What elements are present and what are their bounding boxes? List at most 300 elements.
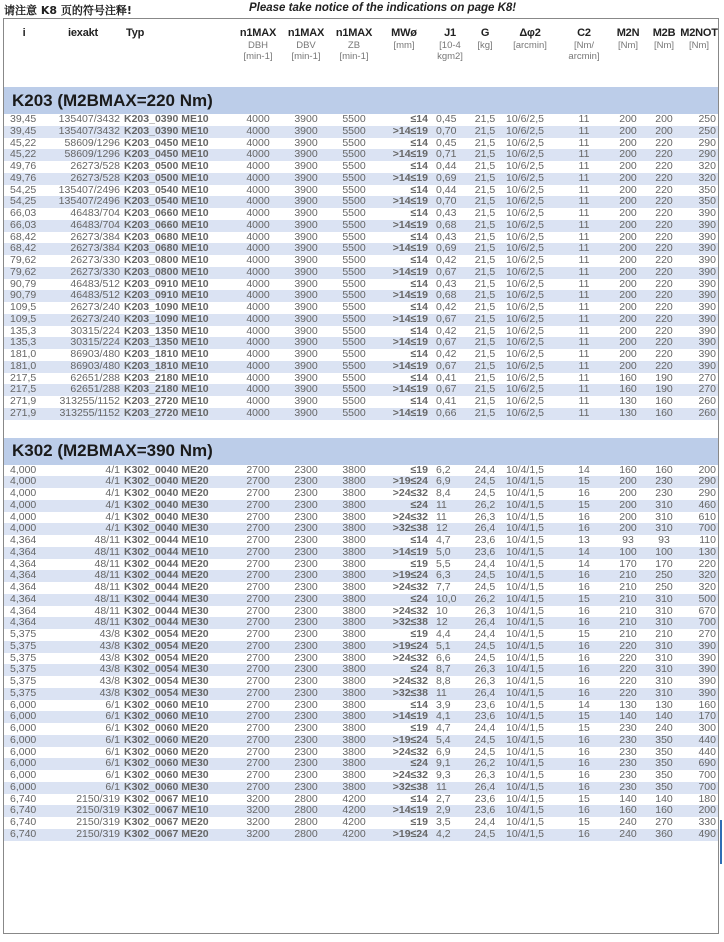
- cell-dphi2: 10/6/2,5: [506, 114, 544, 125]
- cell-m2b: 220: [655, 231, 673, 243]
- cell-mw: >24≤32: [392, 488, 428, 499]
- cell-typ: K302_0060 ME10: [124, 699, 209, 711]
- cell-typ: K302_0060 ME20: [124, 746, 209, 758]
- cell-n1max-dbh: 4000: [234, 384, 282, 396]
- cell-m2not: 170: [680, 711, 718, 723]
- cell-n1max-zb: 3800: [330, 570, 378, 582]
- cell-n1max-dbh: 4000: [234, 196, 282, 208]
- cell-n1max-zb: 5500: [342, 231, 366, 243]
- cell-i: 45,22: [4, 149, 44, 161]
- cell-i: 4,364: [4, 617, 44, 629]
- cell-j1: 0,43: [436, 278, 457, 290]
- cell-i: 45,22: [10, 137, 37, 149]
- cell-mw: ≤14: [410, 793, 428, 805]
- cell-mw: ≤24: [378, 664, 430, 676]
- cell-typ: K302_0040 ME20: [124, 488, 209, 499]
- cell-g: 26,4: [470, 523, 500, 535]
- cell-m2n: 200: [619, 184, 637, 196]
- table-row: [4, 559, 718, 571]
- table-row: [4, 617, 718, 629]
- cell-m2not: 200: [680, 805, 718, 817]
- cell-n1max-dbh: 2700: [234, 711, 282, 723]
- cell-n1max-dbv: 3900: [294, 349, 318, 360]
- cell-mw: >14≤19: [378, 384, 430, 396]
- cell-typ: K302_0060 ME30: [122, 758, 234, 770]
- cell-c2: 11: [560, 267, 608, 279]
- cell-iexakt: 6/1: [44, 735, 122, 747]
- cell-iexakt: 4/1: [44, 500, 122, 512]
- cell-g: 21,5: [474, 161, 496, 172]
- cell-m2not: 300: [698, 723, 716, 734]
- cell-n1max-dbv: 3900: [294, 302, 318, 313]
- cell-dphi2: 10/6/2,5: [506, 349, 544, 360]
- table-row: [4, 396, 718, 408]
- cell-i: 79,62: [4, 267, 44, 279]
- cell-j1: 11: [436, 511, 447, 523]
- cell-dphi2: 10/4/1,5: [506, 652, 544, 664]
- cell-dphi2: 10/6/2,5: [500, 196, 560, 208]
- cell-n1max-dbv: 2800: [294, 817, 318, 828]
- cell-mw: >14≤19: [378, 547, 430, 559]
- cell-iexakt: 43/8: [44, 641, 122, 653]
- cell-g: 21,5: [474, 231, 496, 243]
- cell-typ: K302_0060 ME20: [124, 723, 209, 734]
- cell-j1: 11: [430, 688, 470, 700]
- cell-j1: 6,9: [436, 746, 451, 758]
- header-title: i: [22, 27, 26, 39]
- cell-i: 4,364: [4, 570, 44, 582]
- header-title: Typ: [126, 27, 145, 39]
- cell-j1: 9,1: [430, 758, 470, 770]
- cell-c2: 16: [560, 688, 608, 700]
- cell-m2n: 160: [608, 805, 648, 817]
- cell-typ: K203_2180 ME10: [122, 384, 234, 396]
- cell-n1max-dbv: 2300: [294, 535, 318, 546]
- cell-i: 39,45: [10, 114, 37, 125]
- cell-m2not: 390: [680, 243, 718, 255]
- cell-m2n: 130: [608, 408, 648, 420]
- cell-dphi2: 10/6/2,5: [506, 184, 544, 196]
- table-row: [4, 255, 718, 267]
- cell-m2b: 350: [648, 735, 680, 747]
- cell-g: 24,5: [474, 652, 496, 664]
- cell-g: 21,5: [470, 196, 500, 208]
- cell-iexakt: 43/8: [99, 629, 120, 640]
- cell-m2not: 390: [680, 361, 718, 373]
- cell-n1max-zb: 3800: [330, 711, 378, 723]
- cell-m2not: 390: [698, 255, 716, 266]
- cell-m2n: 200: [608, 476, 648, 488]
- cell-typ: K203_1810 ME10: [122, 361, 234, 373]
- cell-n1max-zb: 4200: [330, 829, 378, 841]
- cell-g: 21,5: [474, 184, 496, 196]
- cell-typ: K302_0044 ME30: [122, 594, 234, 606]
- cell-n1max-dbv: 3900: [294, 231, 318, 243]
- table-row: [4, 220, 718, 232]
- header-title: Δφ2: [519, 27, 541, 39]
- cell-g: 24,4: [474, 558, 496, 570]
- cell-n1max-dbv: 2300: [294, 582, 318, 593]
- cell-m2b: 360: [648, 829, 680, 841]
- cell-dphi2: 10/4/1,5: [506, 770, 544, 781]
- cell-typ: K302_0054 ME30: [122, 664, 234, 676]
- spacer-cell: [4, 841, 718, 859]
- cell-j1: 3,5: [436, 817, 451, 828]
- column-header-row: [4, 19, 718, 87]
- cell-m2b: 220: [648, 149, 680, 161]
- cell-typ: K302_0040 ME20: [124, 464, 209, 476]
- cell-iexakt: 4/1: [44, 476, 122, 488]
- cell-mw: >19≤24: [378, 735, 430, 747]
- cell-g: 21,5: [474, 255, 496, 266]
- cell-n1max-dbv: 3900: [282, 408, 330, 420]
- cell-n1max-dbv: 3900: [294, 278, 318, 290]
- cell-m2n: 240: [608, 829, 648, 841]
- cell-iexakt: 46483/704: [70, 208, 120, 219]
- cell-c2: 16: [560, 570, 608, 582]
- cell-m2not: 390: [698, 231, 716, 243]
- cell-n1max-dbv: 3900: [294, 114, 318, 125]
- cell-m2not: 390: [680, 220, 718, 232]
- cell-n1max-dbv: 2300: [294, 770, 318, 781]
- cell-m2b: 160: [655, 464, 673, 476]
- cell-typ: K302_0067 ME20: [124, 817, 209, 828]
- header-title: C2: [577, 27, 591, 39]
- cell-i: 66,03: [10, 208, 37, 219]
- cell-m2b: 160: [648, 805, 680, 817]
- cell-c2: 14: [578, 464, 590, 476]
- header-unit: [10-4 kgm2]: [437, 40, 463, 62]
- cell-m2b: 140: [655, 793, 673, 805]
- cell-n1max-dbv: 3900: [282, 337, 330, 349]
- cell-n1max-dbh: 4000: [234, 173, 282, 185]
- cell-m2not: 390: [680, 314, 718, 326]
- cell-m2n: 200: [619, 349, 637, 360]
- cell-dphi2: 10/4/1,5: [500, 476, 560, 488]
- cell-c2: 11: [578, 231, 590, 243]
- cell-n1max-dbh: 2700: [246, 629, 270, 640]
- cell-dphi2: 10/4/1,5: [500, 758, 560, 770]
- cell-g: 21,5: [470, 314, 500, 326]
- cell-typ: K302_0054 ME20: [124, 629, 209, 640]
- cell-n1max-dbv: 3900: [282, 196, 330, 208]
- cell-g: 26,4: [470, 688, 500, 700]
- cell-m2n: 220: [619, 676, 637, 687]
- cell-n1max-dbh: 4000: [234, 314, 282, 326]
- cell-m2b: 220: [648, 243, 680, 255]
- cell-n1max-dbh: 4000: [234, 408, 282, 420]
- cell-iexakt: 6/1: [44, 782, 122, 794]
- cell-j1: 0,67: [430, 267, 470, 279]
- cell-n1max-zb: 5500: [330, 290, 378, 302]
- cell-n1max-zb: 3800: [330, 782, 378, 794]
- table-row: [4, 829, 718, 841]
- cell-i: 4,000: [10, 464, 37, 476]
- cell-n1max-dbv: 2300: [282, 735, 330, 747]
- cell-g: 26,3: [474, 511, 496, 523]
- cell-dphi2: 10/4/1,5: [500, 688, 560, 700]
- cell-n1max-zb: 5500: [342, 161, 366, 172]
- cell-m2n: 240: [619, 817, 637, 828]
- cell-g: 21,5: [470, 126, 500, 138]
- cell-mw: >32≤38: [378, 688, 430, 700]
- cell-m2not: 270: [698, 629, 716, 640]
- header-unit: [Nm/ arcmin]: [568, 40, 600, 62]
- cell-iexakt: 26273/240: [44, 314, 122, 326]
- table-row: [4, 629, 718, 641]
- cell-c2: 16: [578, 582, 590, 593]
- cell-n1max-zb: 3800: [342, 605, 366, 617]
- cell-c2: 16: [560, 805, 608, 817]
- cell-i: 6,740: [10, 793, 37, 805]
- cell-n1max-dbh: 4000: [234, 290, 282, 302]
- cell-m2b: 310: [648, 688, 680, 700]
- cell-c2: 11: [560, 220, 608, 232]
- cell-mw: >14≤19: [378, 408, 430, 420]
- cell-m2b: 310: [655, 676, 673, 687]
- cell-mw: >14≤19: [378, 149, 430, 161]
- cell-n1max-dbh: 2700: [234, 688, 282, 700]
- cell-n1max-dbv: 2300: [282, 758, 330, 770]
- cell-g: 26,4: [470, 782, 500, 794]
- cell-c2: 13: [578, 535, 590, 546]
- cell-m2b: 350: [648, 758, 680, 770]
- cell-typ: K203_2720 ME10: [124, 396, 209, 407]
- cell-i: 6,000: [4, 782, 44, 794]
- table-row: [4, 747, 718, 759]
- cell-m2not: 290: [698, 488, 716, 499]
- cell-n1max-dbh: 2700: [234, 547, 282, 559]
- cell-j1: 8,8: [436, 676, 451, 687]
- cell-mw: ≤19: [410, 464, 428, 476]
- cell-m2not: 390: [680, 337, 718, 349]
- cell-m2not: 290: [680, 476, 718, 488]
- cell-n1max-dbv: 3900: [294, 372, 318, 384]
- cell-typ: K302_0067 ME10: [124, 793, 209, 805]
- column-header-n1max-dbh: [234, 19, 282, 87]
- cell-mw: ≤14: [410, 372, 428, 384]
- cell-mw: ≤19: [410, 629, 428, 640]
- cell-n1max-zb: 3800: [342, 582, 366, 593]
- cell-m2n: 160: [619, 464, 637, 476]
- cell-typ: K302_0067 ME10: [122, 805, 234, 817]
- cell-m2b: 220: [655, 325, 673, 337]
- cell-iexakt: 46483/512: [44, 290, 122, 302]
- cell-dphi2: 10/4/1,5: [506, 488, 544, 499]
- cell-m2b: 190: [655, 372, 673, 384]
- cell-typ: K203_0910 ME10: [124, 278, 209, 290]
- cell-n1max-zb: 5500: [330, 361, 378, 373]
- cell-n1max-dbv: 2800: [282, 805, 330, 817]
- header-title: M2B: [652, 27, 676, 39]
- cell-m2b: 220: [648, 361, 680, 373]
- table-row: [4, 476, 718, 488]
- cell-n1max-zb: 3800: [342, 535, 366, 546]
- spacer-cell: [4, 420, 718, 438]
- cell-mw: >14≤19: [378, 196, 430, 208]
- cell-m2b: 220: [648, 220, 680, 232]
- cell-iexakt: 26273/528: [70, 161, 120, 172]
- cell-n1max-dbv: 2300: [282, 641, 330, 653]
- cell-n1max-dbv: 3900: [282, 314, 330, 326]
- cell-dphi2: 10/4/1,5: [506, 511, 544, 523]
- cell-c2: 11: [578, 161, 590, 172]
- cell-j1: 0,67: [430, 361, 470, 373]
- cell-m2n: 200: [608, 500, 648, 512]
- cell-typ: K203_0390 ME10: [122, 126, 234, 138]
- cell-iexakt: 46483/704: [44, 220, 122, 232]
- cell-m2n: 210: [608, 570, 648, 582]
- table-row: [4, 314, 718, 326]
- cell-typ: K302_0054 ME20: [124, 652, 209, 664]
- cell-i: 54,25: [10, 184, 37, 196]
- cell-m2not: 700: [680, 782, 718, 794]
- cell-iexakt: 43/8: [99, 676, 120, 687]
- cell-mw: >24≤32: [392, 511, 428, 523]
- cell-m2n: 200: [608, 220, 648, 232]
- cell-typ: K203_0660 ME10: [124, 208, 209, 219]
- cell-mw: >14≤19: [378, 805, 430, 817]
- cell-typ: K302_0040 ME30: [122, 523, 234, 535]
- cell-j1: 0,42: [436, 302, 457, 313]
- cell-i: 5,375: [4, 641, 44, 653]
- cell-i: 79,62: [10, 255, 37, 266]
- cell-m2b: 350: [655, 770, 673, 781]
- cell-iexakt: 86903/480: [70, 349, 120, 360]
- cell-n1max-zb: 5500: [342, 349, 366, 360]
- cell-j1: 0,44: [436, 161, 457, 172]
- cell-g: 26,3: [474, 770, 496, 781]
- cell-i: 217,5: [4, 384, 44, 396]
- cell-i: 4,000: [4, 500, 44, 512]
- table-row: [4, 126, 718, 138]
- section-header: [4, 87, 718, 114]
- cell-n1max-dbv: 2300: [282, 782, 330, 794]
- cell-i: 109,5: [10, 302, 37, 313]
- cell-m2n: 220: [619, 652, 637, 664]
- cell-c2: 15: [578, 629, 590, 640]
- cell-g: 21,5: [474, 208, 496, 219]
- cell-mw: ≤14: [410, 535, 428, 546]
- cell-g: 23,6: [474, 535, 496, 546]
- cell-c2: 16: [578, 770, 590, 781]
- cell-m2n: 230: [619, 746, 637, 758]
- cell-n1max-zb: 5500: [330, 196, 378, 208]
- cell-typ: K203_1350 ME10: [122, 337, 234, 349]
- cell-m2b: 250: [655, 582, 673, 593]
- cell-mw: ≤24: [378, 594, 430, 606]
- table-row: [4, 758, 718, 770]
- cell-n1max-dbh: 3200: [246, 817, 270, 828]
- cell-mw: >14≤19: [378, 267, 430, 279]
- cell-dphi2: 10/6/2,5: [500, 290, 560, 302]
- cell-m2not: 270: [680, 384, 718, 396]
- cell-c2: 16: [560, 523, 608, 535]
- column-header-j1: [430, 19, 470, 87]
- cell-i: 68,42: [10, 231, 37, 243]
- cell-i: 6,000: [10, 699, 37, 711]
- cell-n1max-zb: 5500: [330, 384, 378, 396]
- table-row: [4, 676, 718, 688]
- header-title: n1MAX: [335, 27, 373, 39]
- cell-c2: 11: [560, 243, 608, 255]
- cell-m2n: 200: [619, 278, 637, 290]
- cell-iexakt: 135407/2496: [58, 184, 120, 196]
- cell-m2b: 200: [648, 126, 680, 138]
- cell-m2n: 200: [608, 173, 648, 185]
- column-header-m2b: [648, 19, 680, 87]
- cell-c2: 16: [560, 758, 608, 770]
- cell-iexakt: 6/1: [105, 770, 120, 781]
- cell-n1max-zb: 5500: [342, 302, 366, 313]
- cell-j1: 0,67: [430, 337, 470, 349]
- cell-mw: ≤14: [410, 396, 428, 407]
- cell-i: 6,000: [10, 770, 37, 781]
- cell-c2: 11: [578, 184, 590, 196]
- cell-i: 6,000: [4, 735, 44, 747]
- cell-i: 4,364: [10, 558, 37, 570]
- cell-m2not: 390: [680, 290, 718, 302]
- cell-c2: 15: [578, 793, 590, 805]
- cell-m2not: 670: [698, 605, 716, 617]
- cell-m2b: 220: [655, 349, 673, 360]
- cell-mw: >24≤32: [392, 582, 428, 593]
- cell-iexakt: 48/11: [94, 582, 120, 593]
- cell-n1max-dbh: 4000: [246, 325, 270, 337]
- table-row: [4, 547, 718, 559]
- section-title: K302 (M2BMAX=390 Nm): [4, 438, 718, 465]
- cell-n1max-zb: 5500: [342, 396, 366, 407]
- cell-j1: 11: [430, 500, 470, 512]
- table-row: [4, 138, 718, 150]
- cell-dphi2: 10/6/2,5: [500, 220, 560, 232]
- cell-m2not: 260: [698, 396, 716, 407]
- cell-mw: ≤14: [410, 114, 428, 125]
- cell-c2: 11: [578, 302, 590, 313]
- cell-dphi2: 10/4/1,5: [506, 723, 544, 734]
- cell-n1max-dbv: 2300: [294, 511, 318, 523]
- cell-n1max-zb: 3800: [342, 464, 366, 476]
- cell-iexakt: 26273/330: [70, 255, 120, 266]
- section-header: [4, 438, 718, 465]
- cell-mw: ≤14: [410, 699, 428, 711]
- cell-m2not: 290: [698, 137, 716, 149]
- cell-dphi2: 10/4/1,5: [500, 829, 560, 841]
- table-row: [4, 302, 718, 314]
- cell-c2: 16: [578, 652, 590, 664]
- cell-iexakt: 135407/3432: [44, 126, 122, 138]
- cell-n1max-dbv: 2300: [294, 488, 318, 499]
- cell-n1max-zb: 5500: [330, 243, 378, 255]
- cell-i: 4,000: [4, 523, 44, 535]
- cell-i: 6,000: [10, 723, 37, 734]
- cell-iexakt: 43/8: [44, 664, 122, 676]
- cell-i: 39,45: [4, 126, 44, 138]
- cell-n1max-dbv: 3900: [282, 243, 330, 255]
- cell-n1max-dbv: 2800: [282, 829, 330, 841]
- cell-c2: 11: [578, 372, 590, 384]
- cell-iexakt: 43/8: [99, 652, 120, 664]
- cell-typ: K302_0040 ME20: [122, 476, 234, 488]
- cell-i: 6,000: [10, 746, 37, 758]
- cell-n1max-dbv: 2300: [282, 547, 330, 559]
- cell-dphi2: 10/6/2,5: [506, 396, 544, 407]
- cell-m2b: 230: [655, 488, 673, 499]
- cell-typ: K302_0044 ME10: [124, 535, 209, 546]
- table-row: [4, 700, 718, 712]
- cell-typ: K302_0044 ME20: [122, 570, 234, 582]
- column-header-c2: [560, 19, 608, 87]
